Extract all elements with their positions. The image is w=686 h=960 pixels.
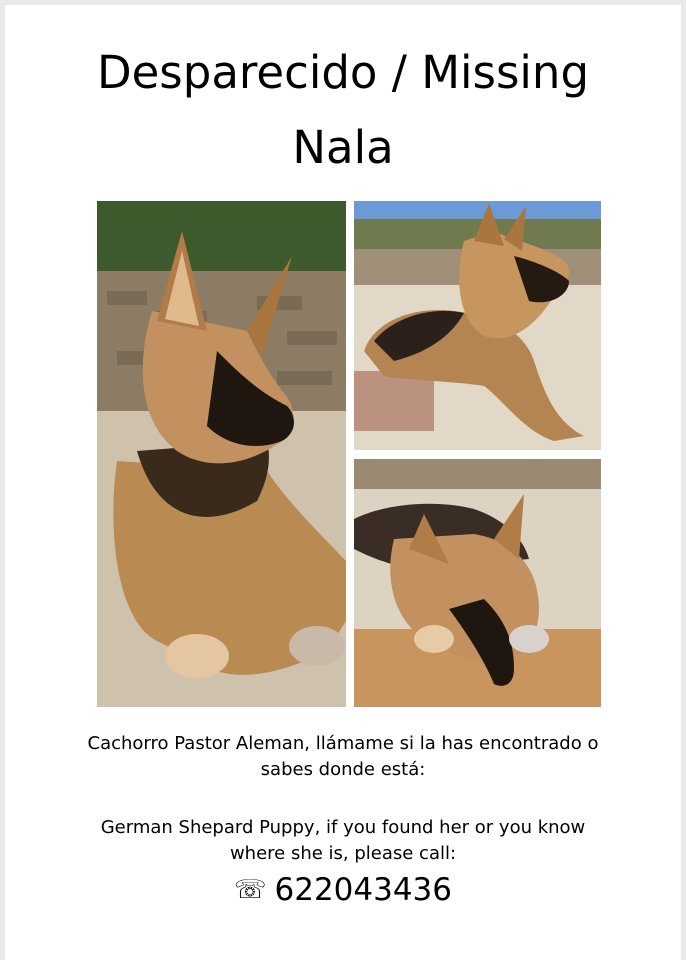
dog-photo-main [97, 201, 346, 707]
phone-contact [0, 870, 686, 910]
phone-number[interactable]: 622043436 [274, 872, 453, 908]
description-es-line1: Cachorro Pastor Aleman, llámame si la has encontrado o [87, 733, 599, 754]
dog-photo-bottom-right [354, 459, 601, 707]
telephone-icon: ☏ [233, 875, 267, 905]
photo-bottom-right [354, 459, 601, 707]
description-es-line2: sabes donde está: [260, 759, 426, 780]
description-en-line1: German Shepard Puppy, if you found her or you know [100, 817, 586, 838]
photo-main [97, 201, 346, 707]
dog-name: Nala [292, 121, 394, 174]
dog-photo-top-right [354, 201, 601, 450]
photo-top-right [354, 201, 601, 450]
poster-title: Desparecido / Missing [96, 46, 590, 99]
description-en-line2: where she is, please call: [229, 843, 457, 864]
